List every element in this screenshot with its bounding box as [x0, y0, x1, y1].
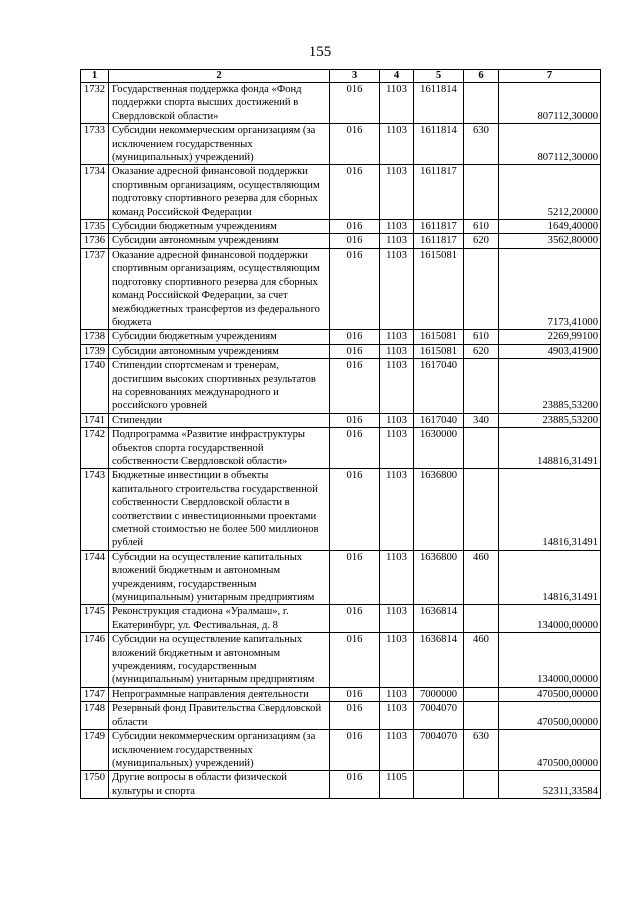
row-number: 1740	[81, 359, 109, 414]
target-code: 1636814	[414, 633, 464, 688]
row-name: Стипендии	[109, 413, 330, 427]
table-row	[81, 83, 601, 124]
expense-type-code: 630	[464, 730, 499, 771]
section-code: 1103	[380, 702, 414, 730]
row-name: Другие вопросы в области физической культуры и спорта	[109, 771, 330, 799]
expense-type-code	[464, 469, 499, 550]
ministry-code: 016	[330, 428, 380, 469]
expense-type-code: 460	[464, 550, 499, 605]
row-name: Оказание адресной финансовой поддержки спортивным организациям, осуществляющим подготовку спортивного резерва для сборных команд Российской Федерации	[109, 165, 330, 220]
expense-type-code	[464, 248, 499, 329]
target-code: 7000000	[414, 687, 464, 701]
ministry-code: 016	[330, 605, 380, 633]
row-amount: 4903,41900	[499, 344, 601, 358]
expense-type-code	[464, 165, 499, 220]
column-header: 5	[414, 70, 464, 83]
expense-type-code: 630	[464, 124, 499, 165]
column-header: 7	[499, 70, 601, 83]
table-row	[81, 702, 601, 730]
section-code: 1103	[380, 469, 414, 550]
ministry-code: 016	[330, 687, 380, 701]
row-number: 1738	[81, 330, 109, 344]
expense-type-code	[464, 702, 499, 730]
table-row	[81, 730, 601, 771]
section-code: 1103	[380, 330, 414, 344]
row-number: 1750	[81, 771, 109, 799]
expense-type-code	[464, 771, 499, 799]
ministry-code: 016	[330, 550, 380, 605]
table-row	[81, 687, 601, 701]
ministry-code: 016	[330, 220, 380, 234]
section-code: 1103	[380, 428, 414, 469]
target-code: 1611817	[414, 234, 464, 248]
column-header: 4	[380, 70, 414, 83]
target-code	[414, 771, 464, 799]
table-row	[81, 633, 601, 688]
budget-table	[80, 69, 601, 799]
row-amount: 1649,40000	[499, 220, 601, 234]
row-amount: 2269,99100	[499, 330, 601, 344]
row-number: 1736	[81, 234, 109, 248]
row-amount: 807112,30000	[499, 124, 601, 165]
row-number: 1732	[81, 83, 109, 124]
table-row	[81, 771, 601, 799]
target-code: 1636800	[414, 469, 464, 550]
table-row	[81, 124, 601, 165]
section-code: 1103	[380, 124, 414, 165]
row-name: Стипендии спортсменам и тренерам, достигшим высоких спортивных результатов на соревнованиях международного и российского уровней	[109, 359, 330, 414]
section-code: 1103	[380, 359, 414, 414]
row-name: Государственная поддержка фонда «Фонд поддержки спорта высших достижений в Свердловской области»	[109, 83, 330, 124]
ministry-code: 016	[330, 359, 380, 414]
row-number: 1746	[81, 633, 109, 688]
row-amount: 134000,00000	[499, 605, 601, 633]
section-code: 1103	[380, 687, 414, 701]
section-code: 1103	[380, 633, 414, 688]
table-row	[81, 220, 601, 234]
row-number: 1733	[81, 124, 109, 165]
row-amount: 14816,31491	[499, 469, 601, 550]
expense-type-code: 610	[464, 220, 499, 234]
ministry-code: 016	[330, 344, 380, 358]
row-amount: 134000,00000	[499, 633, 601, 688]
table-row	[81, 165, 601, 220]
row-name: Субсидии на осуществление капитальных вложений бюджетным и автономным учреждениям, государственным (муниципальным) унитарным предприятиям	[109, 633, 330, 688]
target-code: 7004070	[414, 730, 464, 771]
table-header-row	[81, 70, 601, 83]
table-row	[81, 234, 601, 248]
row-name: Подпрограмма «Развитие инфраструктуры объектов спорта государственной собственности Свердловской области»	[109, 428, 330, 469]
row-name: Резервный фонд Правительства Свердловской области	[109, 702, 330, 730]
row-name: Реконструкция стадиона «Уралмаш», г. Екатеринбург, ул. Фестивальная, д. 8	[109, 605, 330, 633]
target-code: 7004070	[414, 702, 464, 730]
row-name: Субсидии некоммерческим организациям (за исключением государственных (муниципальных) учреждений)	[109, 730, 330, 771]
page-number: 155	[308, 44, 332, 60]
row-name: Субсидии автономным учреждениям	[109, 234, 330, 248]
expense-type-code	[464, 83, 499, 124]
row-number: 1739	[81, 344, 109, 358]
target-code: 1615081	[414, 330, 464, 344]
row-amount: 14816,31491	[499, 550, 601, 605]
table-row	[81, 413, 601, 427]
row-name: Субсидии автономным учреждениям	[109, 344, 330, 358]
row-amount: 148816,31491	[499, 428, 601, 469]
section-code: 1103	[380, 83, 414, 124]
section-code: 1103	[380, 234, 414, 248]
row-amount: 7173,41000	[499, 248, 601, 329]
row-name: Субсидии бюджетным учреждениям	[109, 330, 330, 344]
row-amount: 52311,33584	[499, 771, 601, 799]
row-number: 1749	[81, 730, 109, 771]
row-number: 1744	[81, 550, 109, 605]
expense-type-code	[464, 605, 499, 633]
table-row	[81, 469, 601, 550]
target-code: 1611814	[414, 83, 464, 124]
row-name: Непрограммные направления деятельности	[109, 687, 330, 701]
target-code: 1636814	[414, 605, 464, 633]
row-name: Субсидии на осуществление капитальных вложений бюджетным и автономным учреждениям, государственным (муниципальным) унитарным предприятиям	[109, 550, 330, 605]
ministry-code: 016	[330, 248, 380, 329]
row-name: Субсидии некоммерческим организациям (за исключением государственных (муниципальных) учреждений)	[109, 124, 330, 165]
table-row	[81, 359, 601, 414]
section-code: 1103	[380, 605, 414, 633]
ministry-code: 016	[330, 702, 380, 730]
target-code: 1630000	[414, 428, 464, 469]
row-number: 1745	[81, 605, 109, 633]
ministry-code: 016	[330, 234, 380, 248]
section-code: 1103	[380, 220, 414, 234]
row-amount: 807112,30000	[499, 83, 601, 124]
target-code: 1615081	[414, 344, 464, 358]
expense-type-code	[464, 428, 499, 469]
column-header: 1	[81, 70, 109, 83]
row-number: 1734	[81, 165, 109, 220]
ministry-code: 016	[330, 771, 380, 799]
expense-type-code: 620	[464, 234, 499, 248]
target-code: 1617040	[414, 359, 464, 414]
ministry-code: 016	[330, 730, 380, 771]
table-row	[81, 248, 601, 329]
row-amount: 3562,80000	[499, 234, 601, 248]
row-number: 1748	[81, 702, 109, 730]
ministry-code: 016	[330, 469, 380, 550]
row-amount: 23885,53200	[499, 413, 601, 427]
column-header: 3	[330, 70, 380, 83]
section-code: 1103	[380, 730, 414, 771]
section-code: 1103	[380, 165, 414, 220]
ministry-code: 016	[330, 165, 380, 220]
row-number: 1747	[81, 687, 109, 701]
section-code: 1103	[380, 344, 414, 358]
target-code: 1636800	[414, 550, 464, 605]
table-row	[81, 428, 601, 469]
expense-type-code: 620	[464, 344, 499, 358]
ministry-code: 016	[330, 413, 380, 427]
section-code: 1103	[380, 550, 414, 605]
row-name: Оказание адресной финансовой поддержки спортивным организациям, осуществляющим подготовку спортивного резерва для сборных команд Российской Федерации, за счет межбюджетных трансфертов из федерального бюджета	[109, 248, 330, 329]
expense-type-code: 610	[464, 330, 499, 344]
target-code: 1611814	[414, 124, 464, 165]
table-row	[81, 550, 601, 605]
row-amount: 23885,53200	[499, 359, 601, 414]
target-code: 1611817	[414, 165, 464, 220]
row-name: Бюджетные инвестиции в объекты капитального строительства государственной собственности Свердловской области в соответствии с инвестиционными проектами сметной стоимостью не более 500 миллионов рублей	[109, 469, 330, 550]
row-number: 1742	[81, 428, 109, 469]
ministry-code: 016	[330, 83, 380, 124]
expense-type-code	[464, 687, 499, 701]
expense-type-code: 340	[464, 413, 499, 427]
expense-type-code	[464, 359, 499, 414]
row-name: Субсидии бюджетным учреждениям	[109, 220, 330, 234]
row-number: 1737	[81, 248, 109, 329]
target-code: 1611817	[414, 220, 464, 234]
row-number: 1743	[81, 469, 109, 550]
row-amount: 470500,00000	[499, 687, 601, 701]
section-code: 1103	[380, 248, 414, 329]
row-amount: 470500,00000	[499, 702, 601, 730]
section-code: 1103	[380, 413, 414, 427]
table-row	[81, 330, 601, 344]
row-number: 1735	[81, 220, 109, 234]
row-number: 1741	[81, 413, 109, 427]
table-row	[81, 605, 601, 633]
target-code: 1617040	[414, 413, 464, 427]
ministry-code: 016	[330, 124, 380, 165]
ministry-code: 016	[330, 330, 380, 344]
row-amount: 5212,20000	[499, 165, 601, 220]
section-code: 1105	[380, 771, 414, 799]
column-header: 2	[109, 70, 330, 83]
table-row	[81, 344, 601, 358]
row-amount: 470500,00000	[499, 730, 601, 771]
ministry-code: 016	[330, 633, 380, 688]
column-header: 6	[464, 70, 499, 83]
expense-type-code: 460	[464, 633, 499, 688]
target-code: 1615081	[414, 248, 464, 329]
table-body	[81, 83, 601, 799]
